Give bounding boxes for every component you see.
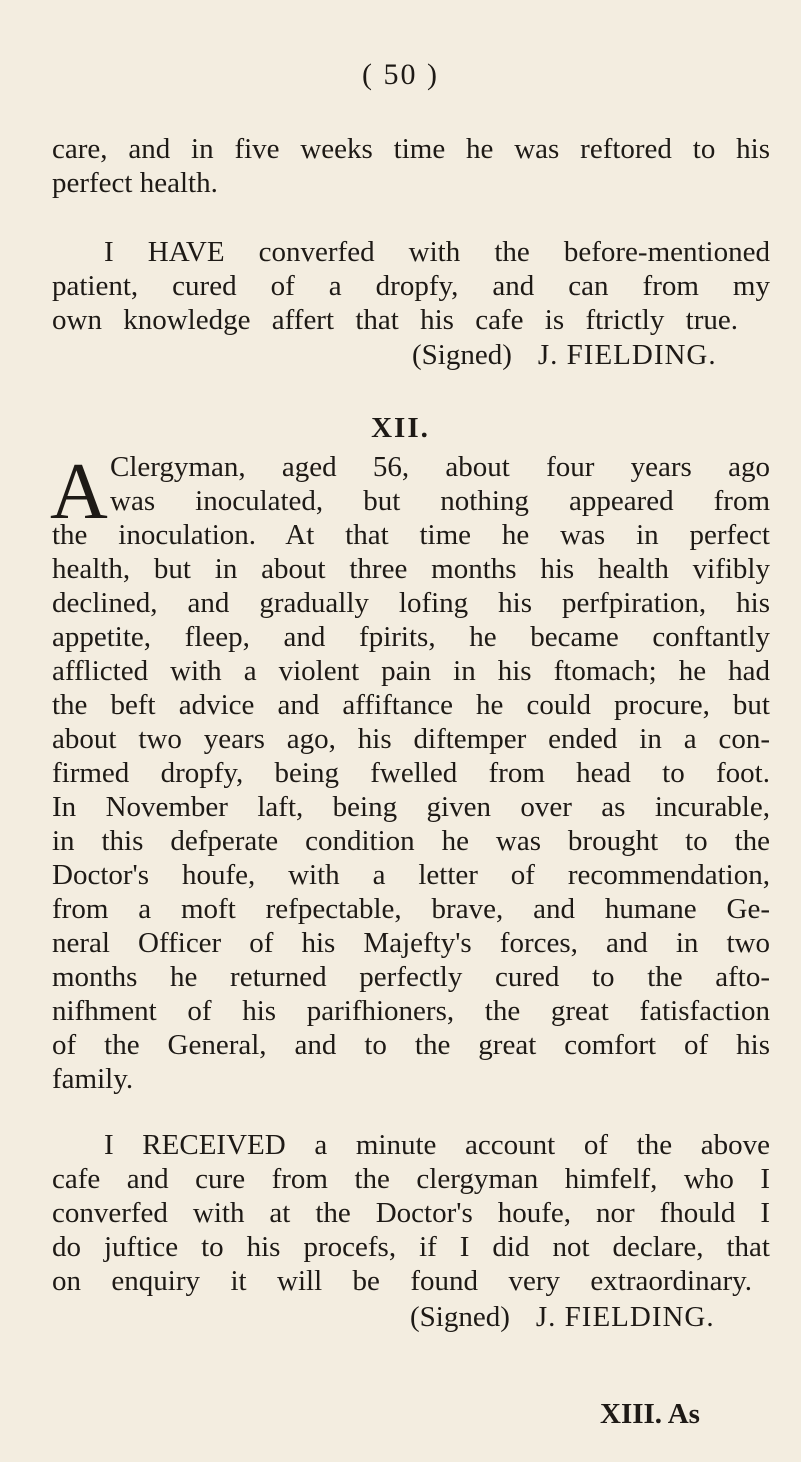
- text-line: the beft advice and affiftance he could procure, but: [52, 689, 770, 721]
- text-line: months he returned perfectly cured to the afto-: [52, 961, 770, 993]
- text-line: do juftice to his procefs, if I did not declare, that: [52, 1231, 770, 1263]
- text-line: In November laft, being given over as incurable,: [52, 791, 770, 823]
- text-line: firmed dropfy, being fwelled from head to foot.: [52, 757, 770, 789]
- text-line: the inoculation. At that time he was in perfect: [52, 519, 770, 551]
- signed-label: (Signed): [410, 1301, 510, 1333]
- signed-label: (Signed): [412, 339, 512, 371]
- text-line: I HAVE converfed with the before-mentioned: [104, 236, 770, 268]
- text-line: health, but in about three months his health vifibly: [52, 553, 770, 585]
- drop-cap: A: [50, 448, 108, 536]
- text-line: neral Officer of his Majefty's forces, and in two: [52, 927, 770, 959]
- text-line: was inoculated, but nothing appeared from: [110, 485, 770, 517]
- text-line: about two years ago, his diftemper ended in a con-: [52, 723, 770, 755]
- text-line: I RECEIVED a minute account of the above: [104, 1129, 770, 1161]
- text-line: family.: [52, 1063, 134, 1095]
- text-line: afflicted with a violent pain in his ftomach; he had: [52, 655, 770, 687]
- text-line: appetite, fleep, and fpirits, he became conftantly: [52, 621, 770, 653]
- catchword: XIII. As: [600, 1398, 700, 1430]
- text-line: on enquiry it will be found very extraordinary.: [52, 1265, 752, 1297]
- section-heading: XII.: [371, 412, 430, 444]
- text-line: declined, and gradually lofing his perfpiration, his: [52, 587, 770, 619]
- signature-block: [412, 338, 717, 372]
- text-line: of the General, and to the great comfort of his: [52, 1029, 770, 1061]
- text-line: perfect health.: [52, 167, 218, 199]
- text-line: converfed with at the Doctor's houfe, nor fhould I: [52, 1197, 770, 1229]
- text-line: from a moft refpectable, brave, and humane Ge-: [52, 893, 770, 925]
- text-line: in this defperate condition he was brought to the: [52, 825, 770, 857]
- text-line: patient, cured of a dropfy, and can from my: [52, 270, 770, 302]
- signatory-name: J. FIELDING.: [535, 1301, 715, 1333]
- text-line: own knowledge affert that his cafe is ftrictly true.: [52, 304, 738, 336]
- text-line: cafe and cure from the clergyman himfelf, who I: [52, 1163, 770, 1195]
- page-number: ( 50 ): [362, 58, 439, 91]
- text-line: Doctor's houfe, with a letter of recommendation,: [52, 859, 770, 891]
- text-line: care, and in five weeks time he was reftored to his: [52, 133, 770, 165]
- text-line: Clergyman, aged 56, about four years ago: [110, 451, 770, 483]
- signatory-name: J. FIELDING.: [537, 339, 717, 371]
- text-line: nifhment of his parifhioners, the great fatisfaction: [52, 995, 770, 1027]
- signature-block: [410, 1300, 715, 1334]
